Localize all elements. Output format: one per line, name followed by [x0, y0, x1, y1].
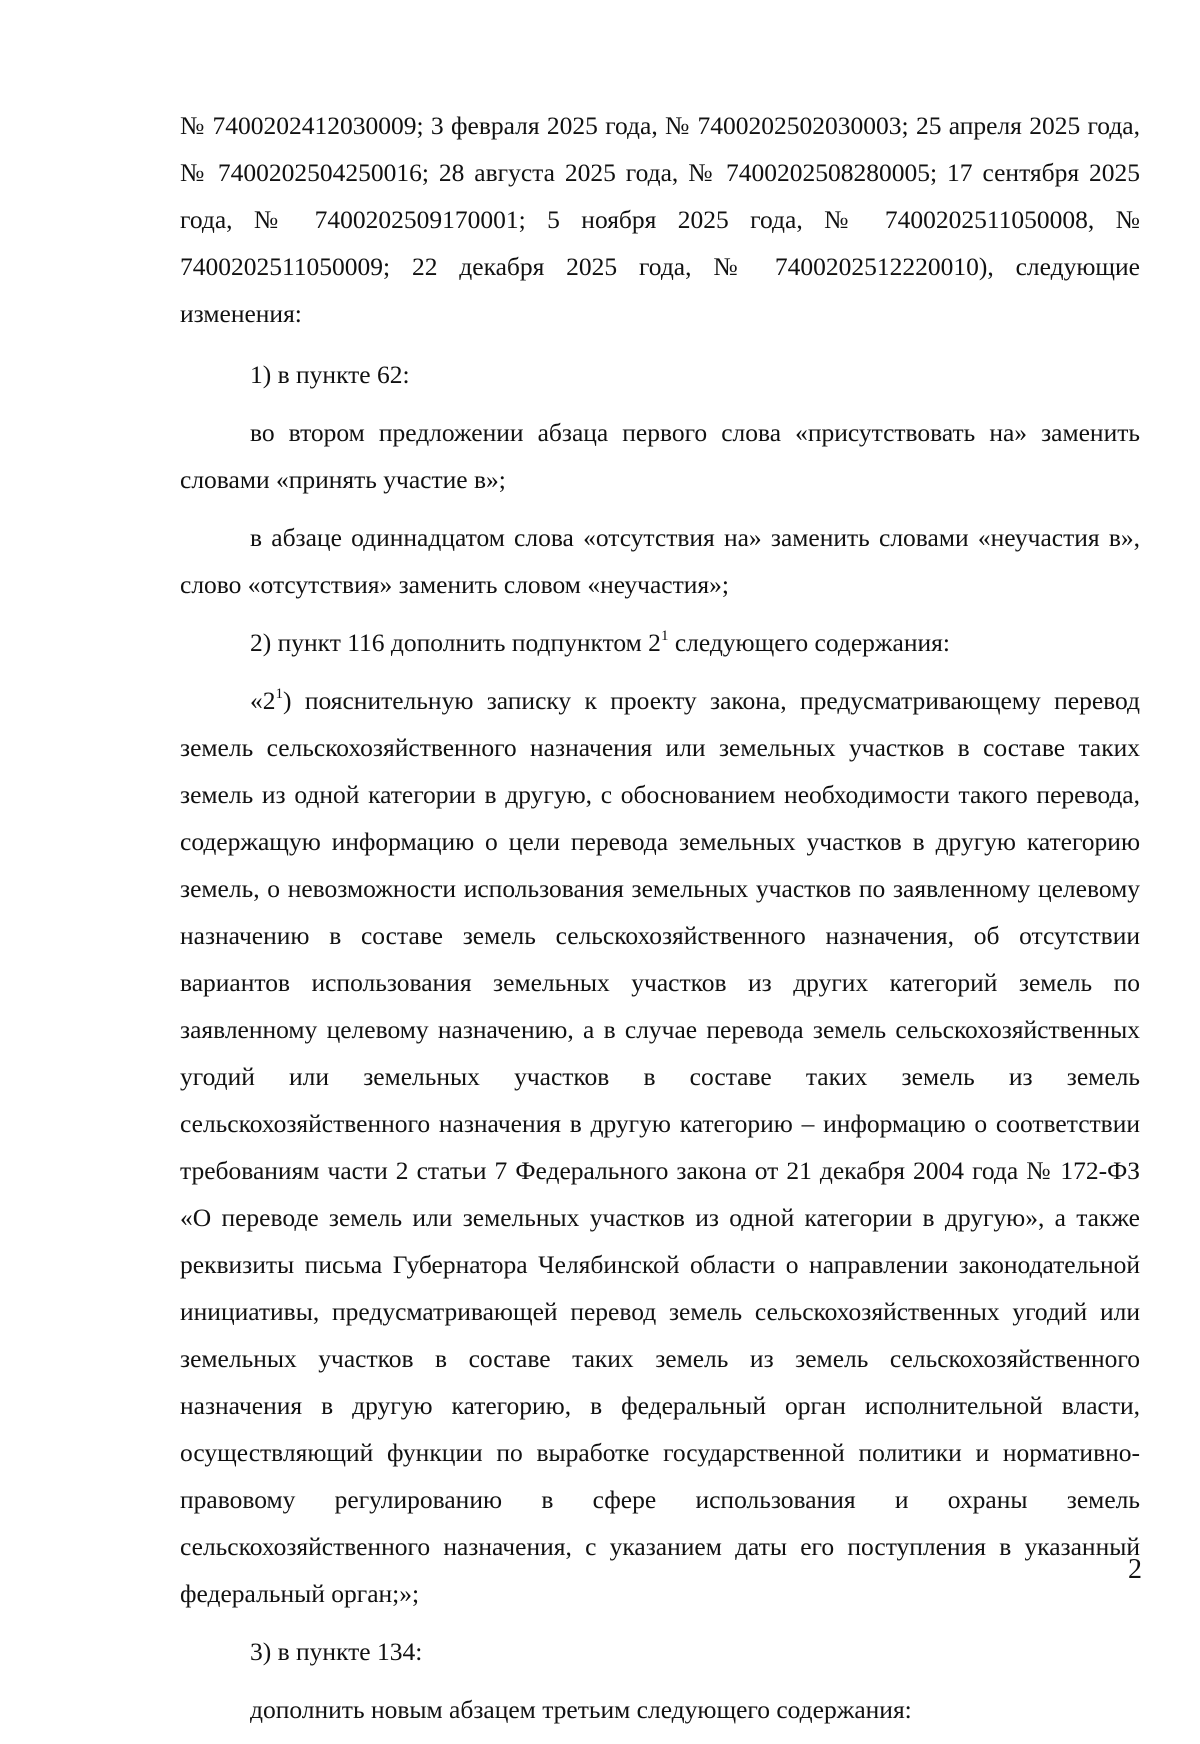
paragraph-item-2	[180, 619, 1140, 666]
paragraph-item-2-quote-text-before: «2	[250, 686, 276, 715]
paragraph-continuation: № 7400202412030009; 3 февраля 2025 года, № 7400202502030003; 25 апреля 2025 года, № 7400202504250016; 28 августа 2025 года, № 7400202508280005; 17 сентября 2025 года, № 7400202509170001; 5 ноября 2025 года, № 7400202511050008, № 7400202511050009; 22 декабря 2025 года, № 7400202512220010), следующие изменения:	[180, 111, 1140, 328]
paragraph-item-1-b: в абзаце одиннадцатом слова «отсутствия на» заменить словами «неучастия в», слово «отсутствия» заменить словом «неучастия»;	[180, 523, 1140, 599]
paragraph-item-2-quote-text-after: ) пояснительную записку к проекту закона, предусматривающему перевод земель сельскохозяйственного назначения или земельных участков в составе таких земель из одной категории в другую, с обоснованием необходимости такого перевода, содержащую информацию о цели перевода земельных участков в другую категорию земель, о невозможности использования земельных участков по заявленному целевому назначению в составе земель сельскохозяйственного назначения, об отсутствии вариантов использования земельных участков из других категорий земель по заявленному целевому назначению, а в случае перевода земель сельскохозяйственных угодий или земельных участков в составе таких земель из земель сельскохозяйственного назначения в другую категорию – информацию о соответствии требованиям части 2 статьи 7 Федерального закона от 21 декабря 2004 года № 172-ФЗ «О переводе земель или земельных участков из одной категории в другую», а также реквизиты письма Губернатора Челябинской области о направлении законодательной инициативы, предусматривающей перевод земель сельскохозяйственных угодий или земельных участков в составе таких земель из земель сельскохозяйственного назначения в другую категорию, в федеральный орган исполнительной власти, осуществляющий функции по выработке государственной политики и нормативно-правовому регулированию в сфере использования и охраны земель сельскохозяйственного назначения, с указанием даты его поступления в указанный федеральный орган;»;	[180, 686, 1140, 1608]
document-body	[180, 102, 1140, 1744]
paragraph-item-3-a: дополнить новым абзацем третьим следующего содержания:	[250, 1695, 912, 1724]
paragraph-item-3: 3) в пункте 134:	[250, 1637, 423, 1666]
page-number: 2	[1128, 1554, 1142, 1585]
paragraph-item-2-text-before: 2) пункт 116 дополнить подпунктом 2	[250, 628, 661, 657]
superscript-marker: 1	[660, 628, 669, 644]
paragraph-item-1-a: во втором предложении абзаца первого слова «присутствовать на» заменить словами «принять участие в»;	[180, 418, 1140, 494]
superscript-marker: 1	[275, 686, 283, 702]
paragraph-item-1: 1) в пункте 62:	[250, 360, 410, 389]
paragraph-item-2-text-after: следующего содержания:	[668, 628, 950, 657]
paragraph-item-2-quote	[180, 677, 1140, 1617]
